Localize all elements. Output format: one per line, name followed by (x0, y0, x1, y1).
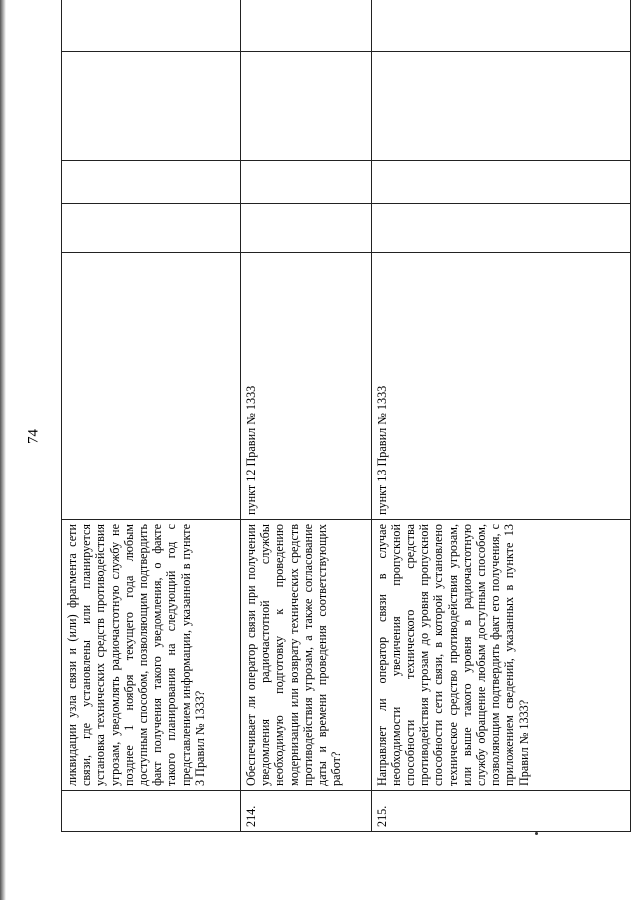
empty-cell (240, 161, 371, 204)
question-cell: Обеспечивает ли оператор связи при получении уведомления радиочастотной службы необходимую подготовку к проведению модернизации или возврату технических средств противодействия угрозам, а также согласование даты и времени проведения соответствующих работ? (240, 520, 371, 791)
empty-cell (62, 161, 241, 204)
checklist-table (61, 0, 631, 832)
page-number: 74 (25, 429, 42, 444)
empty-cell (62, 52, 241, 161)
empty-cell (240, 204, 371, 253)
empty-cell (240, 0, 371, 52)
reference-cell (62, 253, 241, 520)
question-cell: ликвидации узла связи и (или) фрагмента сети связи, где установлены или планируется установка технических средств противодействия угрозам, уведомлять радиочастотную службу не позднее 1 ноября текущего года любым доступным способом, позволяющим подтвердить факт получения такого уведомления, о факте такого планирования на следующий год с представлением информации, указанной в пункте 3 Правил № 1333? (62, 520, 241, 791)
rotated-table-wrapper (61, 24, 631, 832)
empty-cell (62, 204, 241, 253)
table-row (240, 0, 371, 832)
row-number: 214. (240, 791, 371, 832)
reference-cell: пункт 13 Правил № 1333 (371, 253, 630, 520)
empty-cell (371, 52, 630, 161)
empty-cell (240, 52, 371, 161)
empty-cell (371, 161, 630, 204)
row-number: 215. (371, 791, 630, 832)
scan-speck (535, 832, 538, 835)
table-row (371, 0, 630, 832)
empty-cell (62, 0, 241, 52)
scan-edge-shadow (0, 0, 6, 900)
reference-cell: пункт 12 Правил № 1333 (240, 253, 371, 520)
empty-cell (371, 204, 630, 253)
empty-cell (371, 0, 630, 52)
table-row (62, 0, 241, 832)
row-number (62, 791, 241, 832)
question-cell: Направляет ли оператор связи в случае необходимости увеличения пропускной способности технического средства противодействия угрозам до уровня пропускной способности сети связи, в которой установлено техническое средство противодействия угрозам, или выше такого уровня в радиочастотную службу обращение любым доступным способом, позволяющим подтвердить факт его получения, с приложением сведений, указанных в пункте 13 Правил № 1333? (371, 520, 630, 791)
